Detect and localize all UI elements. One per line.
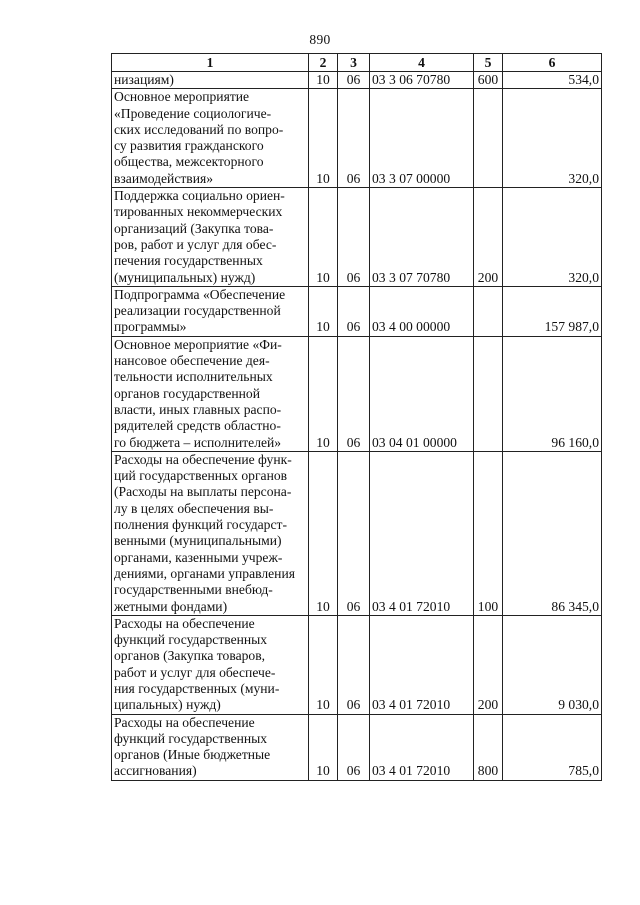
table-row [112,286,602,336]
row-column-2: 10 [309,336,338,451]
row-name: Основное мероприятие «Проведение социологиче- ских исследований по вопро- су развития гражданского общества, межсекторного взаимодействия» [112,89,309,188]
table-row [112,336,602,451]
row-code: 03 3 06 70780 [370,72,474,89]
row-amount: 157 987,0 [503,286,602,336]
row-column-3: 06 [338,714,370,780]
table-row [112,615,602,714]
row-column-5: 600 [474,72,503,89]
row-column-2: 10 [309,286,338,336]
table-row [112,714,602,780]
row-amount: 785,0 [503,714,602,780]
table-row [112,89,602,188]
row-column-2: 10 [309,89,338,188]
row-amount: 320,0 [503,89,602,188]
table-row [112,451,602,615]
row-code: 03 3 07 70780 [370,188,474,287]
column-header-5: 5 [474,54,503,72]
table-row [112,72,602,89]
row-name: низациям) [112,72,309,89]
column-header-3: 3 [338,54,370,72]
row-name: Расходы на обеспечение функ- ций государственных органов (Расходы на выплаты персона- лу в целях обеспечения вы- полнения функций государст- венными (муниципальными) органами, казенными учреж- дениями, органами управления государственными внебюд- жетными фондами) [112,451,309,615]
row-amount: 320,0 [503,188,602,287]
row-column-3: 06 [338,188,370,287]
row-column-5: 100 [474,451,503,615]
row-amount: 96 160,0 [503,336,602,451]
column-header-4: 4 [370,54,474,72]
row-code: 03 4 01 72010 [370,714,474,780]
row-column-5: 200 [474,615,503,714]
row-code: 03 04 01 00000 [370,336,474,451]
row-column-2: 10 [309,714,338,780]
row-column-3: 06 [338,451,370,615]
row-amount: 9 030,0 [503,615,602,714]
row-column-5: 800 [474,714,503,780]
row-column-5: 200 [474,188,503,287]
row-column-2: 10 [309,188,338,287]
row-column-2: 10 [309,451,338,615]
row-column-5 [474,336,503,451]
column-header-1: 1 [112,54,309,72]
row-code: 03 3 07 00000 [370,89,474,188]
budget-table [111,53,602,781]
row-column-2: 10 [309,615,338,714]
row-amount: 86 345,0 [503,451,602,615]
row-column-5 [474,89,503,188]
row-name: Расходы на обеспечение функций государственных органов (Иные бюджетные ассигнования) [112,714,309,780]
row-code: 03 4 01 72010 [370,451,474,615]
column-header-6: 6 [503,54,602,72]
page-number: 890 [309,32,331,47]
row-column-3: 06 [338,286,370,336]
row-name: Поддержка социально ориен- тированных некоммерческих организаций (Закупка това- ров, работ и услуг для обес- печения государственных (муниципальных) нужд) [112,188,309,287]
row-code: 03 4 01 72010 [370,615,474,714]
table-row [112,188,602,287]
row-column-5 [474,286,503,336]
row-code: 03 4 00 00000 [370,286,474,336]
row-amount: 534,0 [503,72,602,89]
row-column-3: 06 [338,336,370,451]
row-name: Подпрограмма «Обеспечение реализации государственной программы» [112,286,309,336]
row-column-3: 06 [338,89,370,188]
row-column-3: 06 [338,615,370,714]
column-header-2: 2 [309,54,338,72]
table-header-row [112,54,602,72]
row-name: Расходы на обеспечение функций государственных органов (Закупка товаров, работ и услуг для обеспече- ния государственных (муни- ципальных) нужд) [112,615,309,714]
row-column-3: 06 [338,72,370,89]
row-column-2: 10 [309,72,338,89]
row-name: Основное мероприятие «Фи- нансовое обеспечение дея- тельности исполнительных органов государственной власти, иных главных распо- рядителей средств областно- го бюджета – исполнителей» [112,336,309,451]
